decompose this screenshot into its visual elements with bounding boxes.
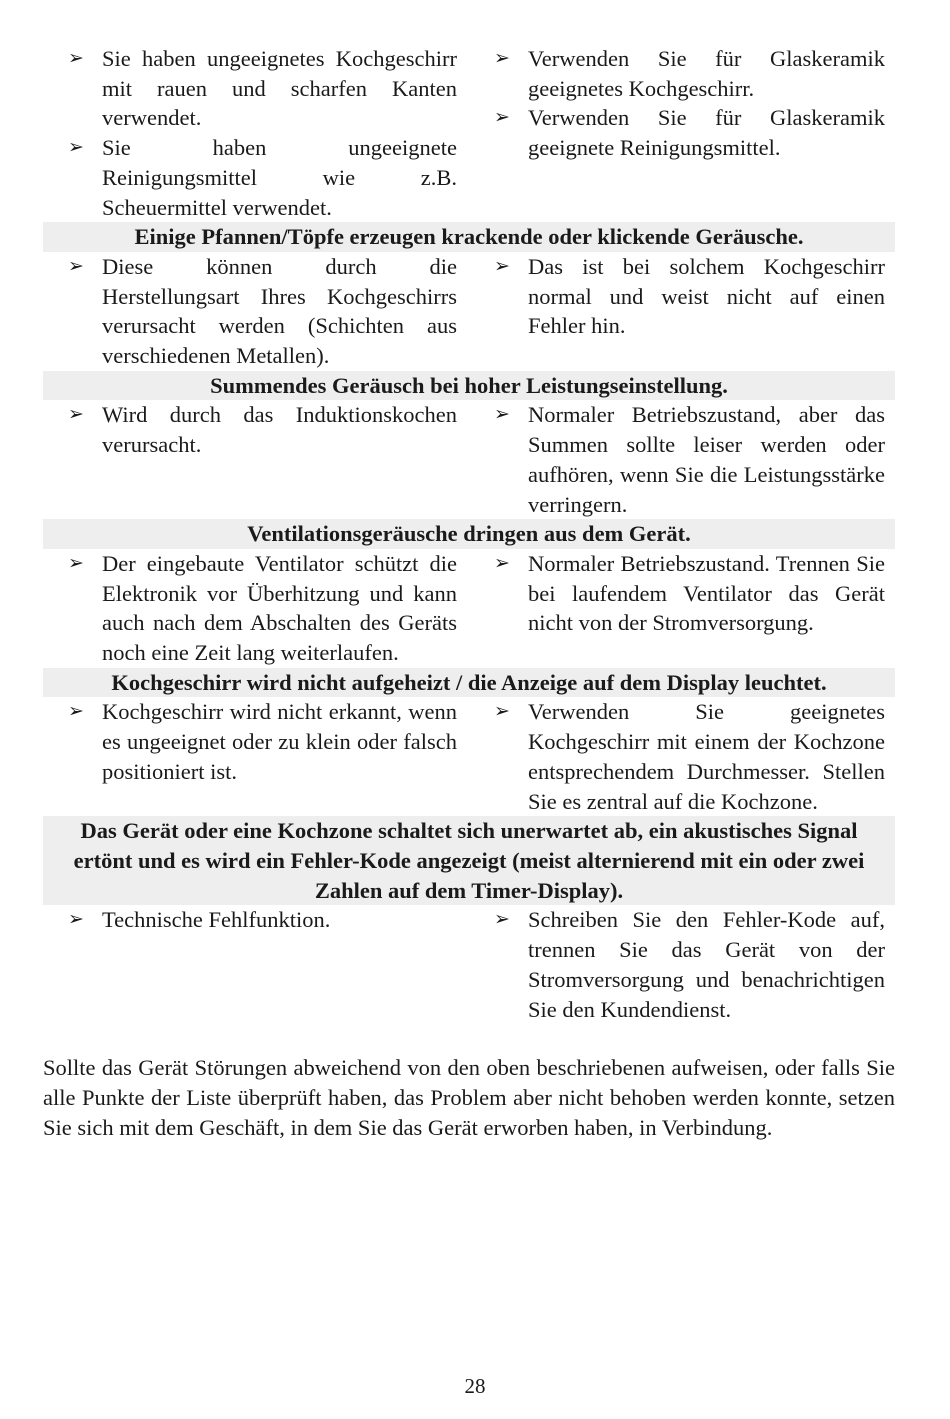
cause-text: Der eingebaute Ventilator schützt die Elektronik vor Überhitzung und kann auch nach dem Abschalten des Geräts noch eine Zeit lang weiterlaufen.: [102, 550, 457, 666]
arrow-bullet-icon: ➢: [68, 551, 84, 574]
document-page: [43, 44, 895, 1165]
cause-cell: [43, 549, 469, 668]
problem-heading: Summendes Geräusch bei hoher Leistungseinstellung.: [43, 371, 895, 401]
arrow-bullet-icon: ➢: [494, 254, 510, 277]
solution-item: [494, 252, 885, 341]
problem-heading: Ventilationsgeräusche dringen aus dem Gerät.: [43, 519, 895, 549]
cause-cell: [43, 400, 469, 519]
problem-row: [43, 697, 895, 816]
problem-row: [43, 252, 895, 371]
solution-text: Normaler Betriebszustand. Trennen Sie bei laufendem Ventilator das Gerät nicht von der Stromversorgung.: [528, 550, 885, 636]
page-number: 28: [464, 1374, 486, 1398]
arrow-bullet-icon: ➢: [68, 254, 84, 277]
cause-cell: [43, 905, 469, 1024]
solution-item: [494, 905, 885, 1024]
solution-cell: [469, 549, 895, 668]
arrow-bullet-icon: ➢: [68, 700, 84, 723]
arrow-bullet-icon: ➢: [494, 47, 510, 69]
solution-cell: [469, 400, 895, 519]
cause-text: Wird durch das Induktionskochen verursacht.: [102, 402, 457, 458]
cause-cell: [43, 44, 469, 222]
cause-item: [68, 400, 457, 459]
cause-text: Technische Fehlfunktion.: [102, 907, 331, 933]
solution-text: Verwenden Sie geeignetes Kochgeschirr mit einem der Kochzone entsprechendem Durchmesser. Stellen Sie es zentral auf die Kochzone.: [528, 699, 885, 814]
arrow-bullet-icon: ➢: [494, 908, 510, 931]
problem-row: [43, 905, 895, 1024]
troubleshooting-table: [43, 44, 895, 1024]
problem-heading: Das Gerät oder eine Kochzone schaltet sich unerwartet ab, ein akustisches Signal ertönt und es wird ein Fehler-Kode angezeigt (meist alternierend mit ein oder zwei Zahlen auf dem Timer-Display).: [43, 816, 895, 905]
solution-text: Verwenden Sie für Glaskeramik geeignete Reinigungsmittel.: [528, 105, 885, 161]
cause-text: Kochgeschirr wird nicht erkannt, wenn es ungeeignet oder zu klein oder falsch positioniert ist.: [102, 699, 457, 784]
arrow-bullet-icon: ➢: [494, 551, 510, 574]
arrow-bullet-icon: ➢: [68, 136, 84, 159]
solution-cell: [469, 905, 895, 1024]
cause-item: [68, 252, 457, 371]
arrow-bullet-icon: ➢: [494, 403, 510, 426]
solution-cell: [469, 252, 895, 371]
solution-text: Verwenden Sie für Glaskeramik geeignetes Kochgeschirr.: [528, 46, 885, 101]
closing-paragraph: Sollte das Gerät Störungen abweichend von den oben beschriebenen aufweisen, oder falls Sie alle Punkte der Liste überprüft haben, das Problem aber nicht behoben werden konnte, setzen Sie sich mit dem Geschäft, in dem Sie das Gerät erworben haben, in Verbindung.: [43, 1055, 895, 1140]
solution-item: [494, 103, 885, 162]
cause-text: Diese können durch die Herstellungsart Ihres Kochgeschirrs verursacht werden (Schichten aus verschiedenen Metallen).: [102, 253, 457, 369]
cause-text: Sie haben ungeeignetes Kochgeschirr mit rauen und scharfen Kanten verwendet.: [102, 46, 457, 131]
problem-heading: Einige Pfannen/Töpfe erzeugen krackende oder klickende Geräusche.: [43, 222, 895, 252]
arrow-bullet-icon: ➢: [494, 106, 510, 129]
cause-text: Sie haben ungeeignete Reinigungsmittel wie z.B. Scheuermittel verwendet.: [102, 135, 457, 220]
solution-cell: [469, 697, 895, 816]
arrow-bullet-icon: ➢: [68, 908, 84, 931]
arrow-bullet-icon: ➢: [68, 47, 84, 69]
problem-heading: Kochgeschirr wird nicht aufgeheizt / die Anzeige auf dem Display leuchtet.: [43, 668, 895, 698]
solution-text: Normaler Betriebszustand, aber das Summen sollte leiser werden oder aufhören, wenn Sie die Leistungsstärke verringern.: [528, 402, 885, 517]
cause-cell: [43, 697, 469, 816]
cause-item: [68, 905, 457, 935]
problem-row: [43, 44, 895, 222]
solution-cell: [469, 44, 895, 222]
solution-item: [494, 697, 885, 816]
arrow-bullet-icon: ➢: [494, 700, 510, 723]
problem-row: [43, 549, 895, 668]
cause-item: [68, 697, 457, 786]
cause-item: [68, 44, 457, 133]
problem-row: [43, 400, 895, 519]
solution-item: [494, 549, 885, 638]
solution-item: [494, 44, 885, 103]
cause-item: [68, 133, 457, 222]
solution-item: [494, 400, 885, 519]
arrow-bullet-icon: ➢: [68, 403, 84, 426]
cause-item: [68, 549, 457, 668]
solution-text: Das ist bei solchem Kochgeschirr normal und weist nicht auf einen Fehler hin.: [528, 253, 885, 339]
cause-cell: [43, 252, 469, 371]
solution-text: Schreiben Sie den Fehler-Kode auf, trennen Sie das Gerät von der Stromversorgung und benachrichtigen Sie den Kundendienst.: [528, 907, 885, 1022]
